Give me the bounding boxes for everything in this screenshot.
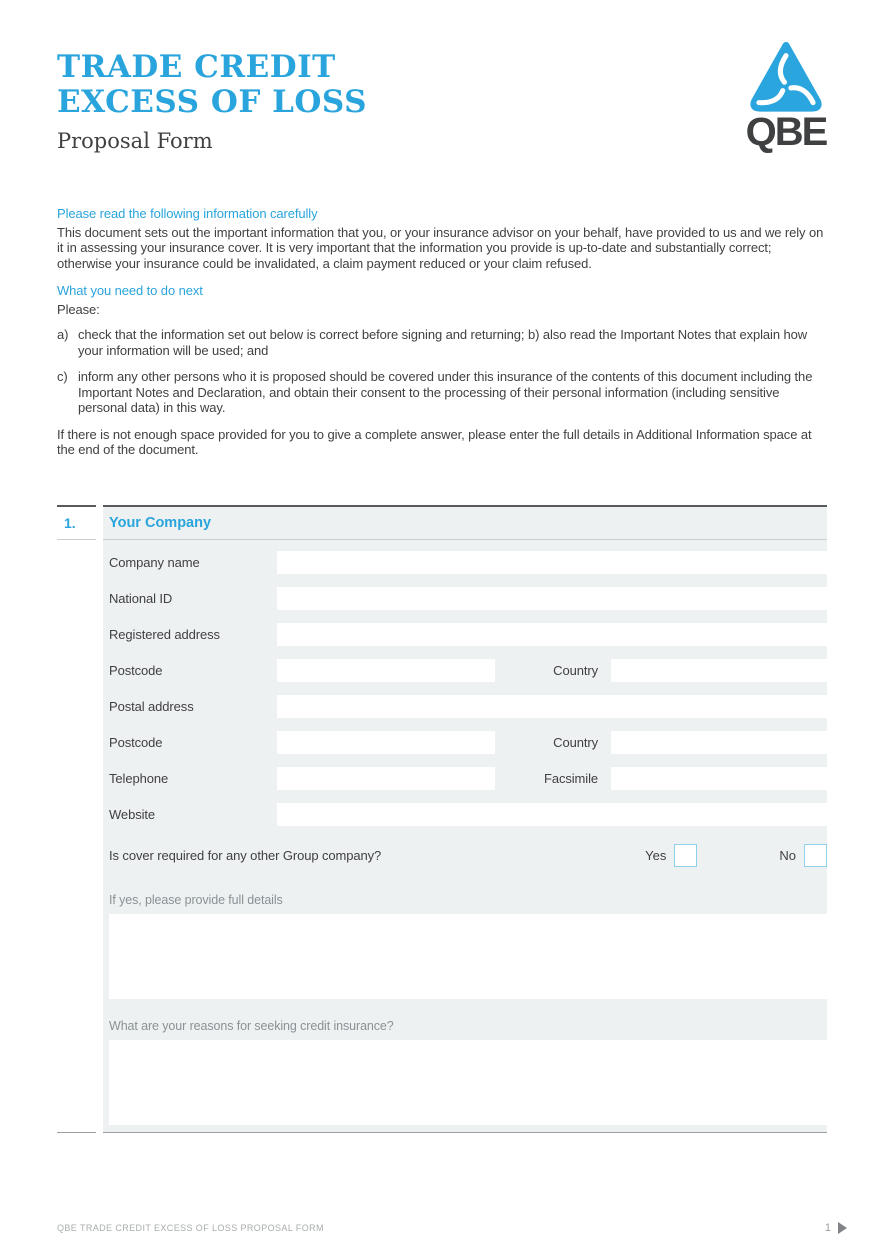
national-id-input[interactable]: [277, 587, 827, 610]
title-line-2: EXCESS OF LOSS: [57, 84, 368, 121]
telephone-input[interactable]: [277, 767, 495, 790]
next-page-arrow-icon[interactable]: [838, 1222, 847, 1234]
group-cover-question: Is cover required for any other Group company?: [109, 848, 382, 864]
group-details-prompt: If yes, please provide full details: [109, 892, 283, 907]
postal-country-label: Country: [553, 735, 598, 751]
registered-country-label: Country: [553, 663, 598, 679]
page-header: [0, 0, 885, 153]
registered-postcode-input[interactable]: [277, 659, 495, 682]
field-rows: [103, 540, 827, 833]
list-marker-a: a): [57, 327, 69, 343]
registered-country-input[interactable]: [611, 659, 827, 682]
website-input[interactable]: [277, 803, 827, 826]
list-marker-c: c): [57, 369, 68, 385]
section-number: 1.: [57, 507, 96, 540]
group-cover-question-row: [103, 841, 827, 871]
yes-label: Yes: [645, 848, 667, 864]
facsimile-input[interactable]: [611, 767, 827, 790]
section-number-column: [57, 505, 96, 1133]
reasons-textarea[interactable]: [109, 1040, 827, 1125]
form-row-postal-address: [103, 689, 827, 725]
page-title: [57, 50, 367, 120]
registered-address-label: Registered address: [109, 627, 220, 643]
postal-postcode-input[interactable]: [277, 731, 495, 754]
page-subtitle: Proposal Form: [57, 129, 213, 154]
facsimile-label: Facsimile: [544, 771, 598, 787]
qbe-logo: [740, 40, 832, 154]
qbe-logo-text: QBE: [745, 110, 827, 154]
title-block: [57, 50, 367, 153]
postal-address-input[interactable]: [277, 695, 827, 718]
company-name-label: Company name: [109, 555, 200, 571]
list-item-a: [57, 327, 827, 358]
website-label: Website: [109, 807, 156, 823]
group-cover-no-checkbox[interactable]: [804, 844, 827, 867]
footer-document-name: QBE TRADE CREDIT EXCESS OF LOSS PROPOSAL FORM: [57, 1223, 324, 1233]
registered-address-input[interactable]: [277, 623, 827, 646]
form-row-postal-postcode-country: [103, 725, 827, 761]
form-row-registered-address: [103, 617, 827, 653]
page-number: 1: [824, 1222, 831, 1234]
form-row-registered-postcode-country: [103, 653, 827, 689]
group-cover-yes-checkbox[interactable]: [674, 844, 697, 867]
list-text-a: check that the information set out below is correct before signing and returning; b) also read the Important Notes that explain how your information will be used; and: [78, 327, 808, 358]
intro-paragraph-1: This document sets out the important information that you, or your insurance advisor on your behalf, have provided to us and we rely on it in assessing your insurance cover. It is very important that the information you provide is up-to-date and substantially correct; otherwise your insurance could be invalidated, a claim payment reduced or your claim refused.: [57, 224, 824, 271]
page-footer: [57, 1222, 847, 1234]
section-panel: [103, 505, 827, 1133]
footer-pagination: [825, 1222, 847, 1234]
section-title: Your Company: [103, 507, 827, 540]
no-label: No: [779, 848, 796, 864]
form-row-company-name: [103, 545, 827, 581]
intro-heading-1: Please read the following information carefully: [57, 206, 318, 222]
form-row-national-id: [103, 581, 827, 617]
intro-section: [57, 206, 827, 458]
section-your-company: [57, 505, 827, 1133]
company-name-input[interactable]: [277, 551, 827, 574]
reasons-prompt: What are your reasons for seeking credit insurance?: [109, 1018, 394, 1033]
telephone-label: Telephone: [109, 771, 169, 787]
list-item-c: [57, 369, 827, 416]
form-row-telephone-facsimile: [103, 761, 827, 797]
list-text-c: inform any other persons who it is proposed should be covered under this insurance of the contents of this document including the Important Notes and Declaration, and obtain their consent to the processing of their personal information (including sensitive personal data) in this way.: [78, 369, 813, 416]
intro-paragraph-2: If there is not enough space provided for you to give a complete answer, please enter the full details in Additional Information space at the end of the document.: [57, 426, 812, 458]
postal-address-label: Postal address: [109, 699, 194, 715]
postal-country-input[interactable]: [611, 731, 827, 754]
registered-postcode-label: Postcode: [109, 663, 163, 679]
postal-postcode-label: Postcode: [109, 735, 163, 751]
group-details-textarea[interactable]: [109, 914, 827, 999]
qbe-knot-icon: [744, 40, 828, 112]
please-label: Please:: [57, 301, 100, 317]
form-row-website: [103, 797, 827, 833]
intro-heading-2: What you need to do next: [57, 283, 203, 299]
yes-no-group: [645, 844, 827, 867]
national-id-label: National ID: [109, 591, 173, 607]
title-line-1: TRADE CREDIT: [57, 49, 336, 85]
